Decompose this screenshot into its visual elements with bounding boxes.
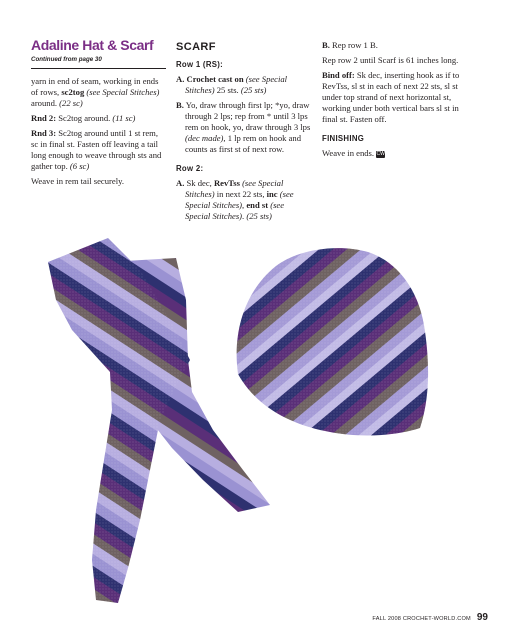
stitch-count: (25 sts) (240, 85, 267, 95)
step-label: Bind off: (322, 70, 355, 80)
round-label: Rnd 3: (31, 128, 57, 138)
text: , 1 lp rem on hook and counts as first st of next row. (185, 133, 301, 154)
paragraph-intro (31, 76, 166, 109)
text-ref: (see Special Stitches) (185, 200, 285, 221)
section-heading-scarf: SCARF (176, 41, 216, 53)
hat-shape (237, 248, 428, 435)
text: 25 sts. (214, 85, 241, 95)
text: yarn in end of seam, working in ends of rows, (31, 76, 159, 97)
round-label: Rnd 2: (31, 113, 57, 123)
step-b2 (322, 40, 472, 51)
stitch-count: (22 sc) (59, 98, 83, 108)
stitch-count: (6 sc) (69, 161, 90, 171)
step-a (176, 74, 311, 96)
paragraph-weave-ends (322, 148, 472, 159)
text: Yo, draw through first lp; *yo, draw through 2 lps; rep from * until 3 lps rem on hook, yo, draw through 3 lps (183, 100, 311, 132)
text: around. (31, 98, 60, 108)
text-bold: inc (266, 189, 278, 199)
paragraph-rnd3 (31, 128, 166, 172)
text: Sk dec, inserting hook as if to RevTss, sl st in each of next 22 sts, sl st under top strand of next horizontal st, working under both vertical bars sl st in final st. Fasten off. (322, 70, 460, 124)
text-ref: (see Special Stitches) (185, 189, 294, 210)
text-bold: Crochet cast on (184, 74, 244, 84)
cw-end-icon: CW (376, 150, 385, 157)
text: Sc2tog around until 1 st rem, sc in final st. Fasten off leaving a tail long enough to weave through sts and gather top. (31, 128, 162, 171)
scarf-shape (48, 238, 270, 603)
text-ref: (see Special Stitches) (185, 74, 288, 95)
continued-note: Continued from page 30 (31, 54, 166, 69)
text-bold: sc2tog (61, 87, 85, 97)
row-heading: Row 1 (RS): (176, 60, 224, 69)
text-ref: (see Special Stitches) (185, 178, 284, 199)
issue-label: FALL 2008 CROCHET-WORLD.COM (372, 616, 471, 622)
text: Sc2tog around. (56, 113, 113, 123)
step-b (176, 100, 311, 155)
paragraph-repeat: Rep row 2 until Scarf is 61 inches long. (322, 55, 459, 65)
text: Sk dec, (184, 178, 214, 188)
step-label: B. (322, 40, 330, 50)
column-middle (176, 40, 311, 226)
step-label: B. (176, 100, 184, 110)
paragraph-weave: Weave in rem tail securely. (31, 176, 124, 186)
text: , (242, 200, 247, 210)
text-bold: RevTss (213, 178, 240, 188)
step-label: A. (176, 178, 185, 188)
step-label: A. (176, 74, 185, 84)
text-ref: (dec made) (185, 133, 224, 143)
page-number: 99 (476, 612, 488, 623)
column-left (31, 37, 166, 191)
section-heading-finishing: FINISHING (322, 134, 365, 143)
pattern-title: Adaline Hat & Scarf (31, 37, 154, 53)
text: in next 22 sts, (214, 189, 267, 199)
stitch-count: (25 sts) (246, 211, 272, 221)
step-a2 (176, 178, 311, 222)
text: Weave in ends. (322, 148, 377, 158)
column-right (322, 40, 472, 163)
stitch-count: (11 sc) (112, 113, 136, 123)
text: . (242, 211, 247, 221)
paragraph-bind-off (322, 70, 472, 125)
text-bold: end st (246, 200, 269, 210)
row-heading: Row 2: (176, 164, 204, 173)
text: Rep row 1 B. (329, 40, 378, 50)
page-footer (372, 612, 488, 623)
paragraph-rnd2 (31, 113, 166, 124)
text-ref: (see Special Stitches) (84, 87, 160, 97)
